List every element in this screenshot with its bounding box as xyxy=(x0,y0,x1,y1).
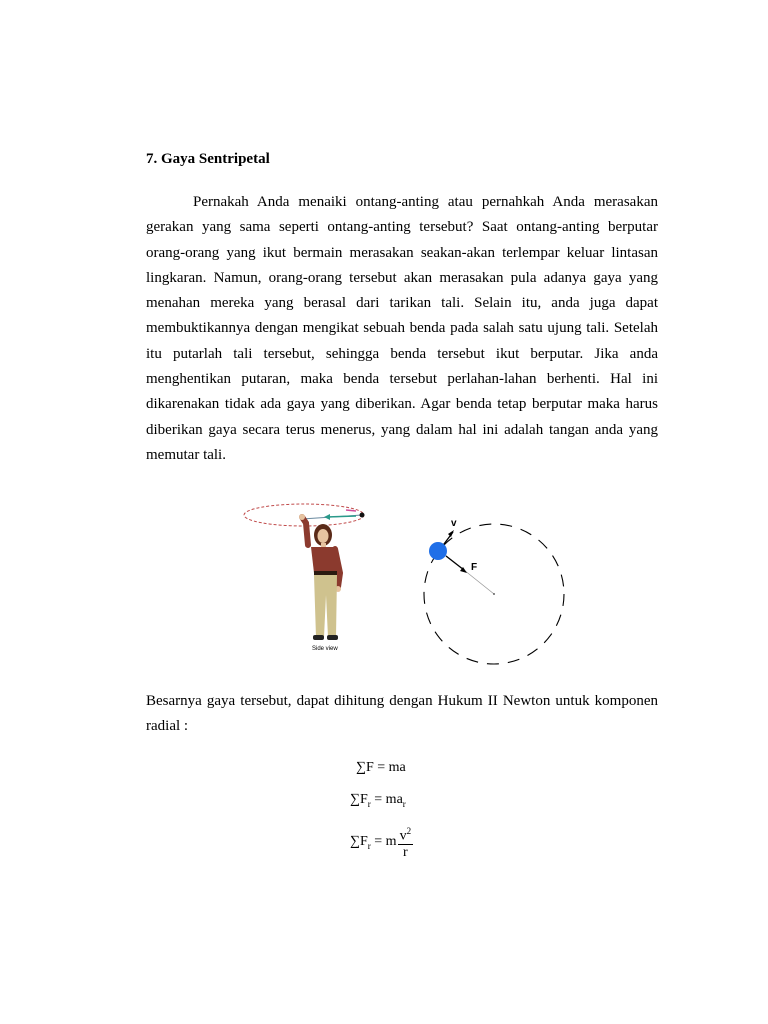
fraction-v2-over-r: $\frac{v^2}{r}$ xyxy=(399,826,412,860)
equation-centripetal: $\sum F_r = m$ $\frac{v^2}{r}$ xyxy=(350,826,412,860)
velocity-label: v xyxy=(451,518,457,529)
circular-motion-diagram xyxy=(416,512,574,672)
velocity-arrow xyxy=(326,516,356,517)
side-view-caption: Side view xyxy=(312,646,338,652)
formula-intro-paragraph: Besarnya gaya tersebut, dapat dihitung dengan Hukum II Newton untuk komponen radial : xyxy=(146,693,658,735)
force-label: F xyxy=(471,562,478,573)
intro-paragraph: Pernakah Anda menaiki ontang-anting atau pernahkah Anda merasakan gerakan yang sama seperti ontang-anting tersebut? Saat ontang-anting berputar orang-orang yang ikut bermain merasakan seakan-akan terlempar keluar lintasan lingkaran. Namun, orang-orang tersebut akan merasakan pula adanya gaya yang menahan mereka yang berasal dari tarikan tali. Selain itu, anda juga dapat membuktikannya dengan mengikat sebuah benda pada salah satu ujung tali. Setelah itu putarlah tali tersebut, sehingga benda tersebut ikut berputar. Jika anda menghentikan putaran, maka benda tersebut perlahan-lahan berhenti. Hal ini dikarenakan tidak ada gaya yang diberikan. Agar benda tetap berputar maka harus diberikan gaya secara terus menerus, yang dalam hal ini adalah tangan anda yang memutar tali. xyxy=(146,194,658,463)
equation-newton: ∑F = ma xyxy=(356,760,406,775)
force-vector xyxy=(446,556,464,570)
swing-ball xyxy=(360,513,365,518)
person-swinging-figure xyxy=(238,495,370,660)
section-heading: 7. Gaya Sentripetal xyxy=(146,151,270,167)
equation-radial: $\sum F_r = ma_r$ xyxy=(350,792,406,809)
rotating-ball xyxy=(429,542,447,560)
